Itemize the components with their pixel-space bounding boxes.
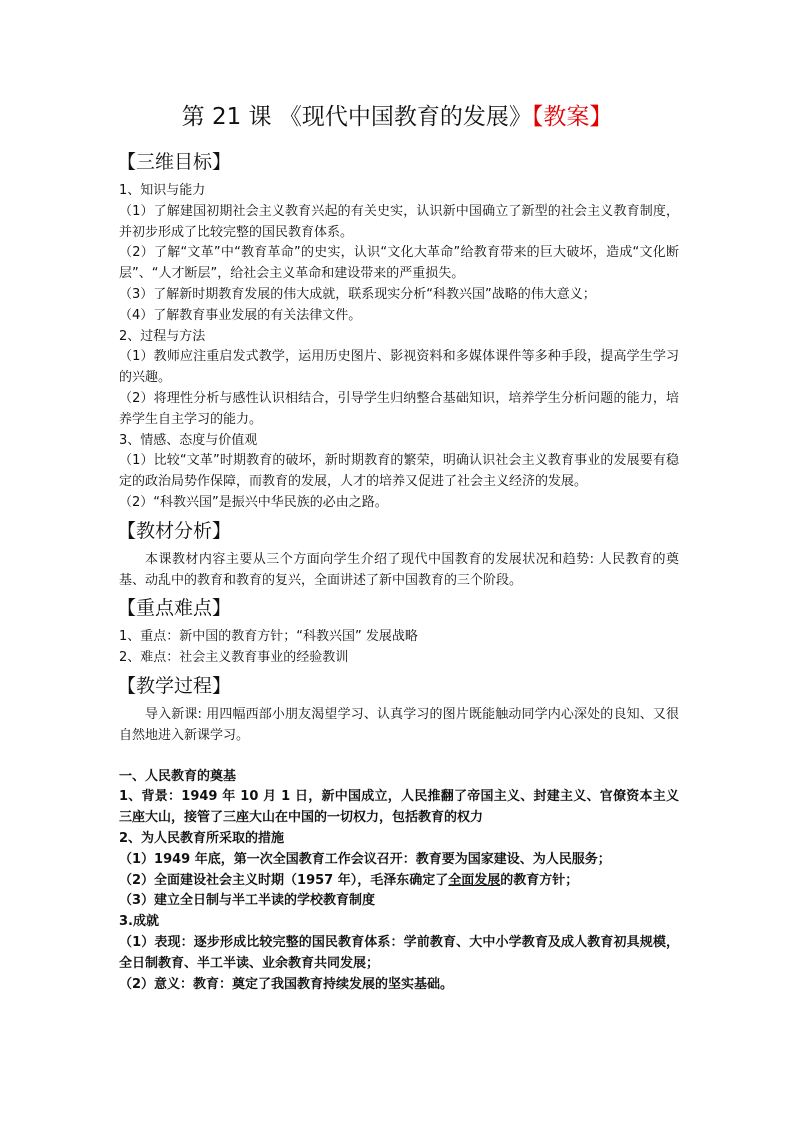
goals-line: 3、情感、态度与价值观 — [119, 432, 258, 448]
spacer — [119, 747, 679, 767]
process-line: 3.成就 — [119, 914, 159, 930]
goals-line: 2、过程与方法 — [119, 328, 206, 344]
heading-goals: 【三维目标】 — [117, 151, 232, 173]
goals-line: （2）了解“文革”中“教育革命”的史实，认识“文化大革命”给教育带来的巨大破坏，造成“文化断层”、“人才断层”，给社会主义革命和建设带来的严重损失。 — [119, 245, 679, 282]
goals-line: （2）将理性分析与感性认识相结合，引导学生归纳整合基础知识，培养学生分析问题的能力，培养学生自主学习的能力。 — [119, 390, 679, 427]
process-text: （2）全面建设社会主义时期（1957 年），毛泽东确定了 — [119, 872, 449, 888]
keypoint-line: 2、难点：社会主义教育事业的经验教训 — [119, 650, 349, 666]
keypoint-line: 1、重点：新中国的教育方针；“科教兴国” 发展战略 — [119, 629, 418, 645]
goals-line: 1、知识与能力 — [119, 183, 206, 198]
goals-line: （1）教师应注重启发式教学，运用历史图片、影视资料和多媒体课件等多种手段，提高学生学习的兴趣。 — [119, 349, 679, 386]
analysis-paragraph: 本课教材内容主要从三个方面向学生介绍了现代中国教育的发展状况和趋势: 人民教育的奠基、动乱中的教育和教育的复兴，全面讲述了新中国教育的三个阶段。 — [119, 551, 679, 588]
title-main: 第 21 课 《现代中国教育的发展》 — [181, 104, 532, 130]
process-line: 1、背景：1949 年 10 月 1 日，新中国成立，人民推翻了帝国主义、封建主义、官僚资本主义三座大山，接管了三座大山在中国的一切权力，包括教育的权力 — [119, 789, 679, 826]
process-line: （1）1949 年底，第一次全国教育工作会议召开：教育要为国家建设、为人民服务； — [119, 851, 611, 867]
heading-process: 【教学过程】 — [117, 674, 232, 697]
heading-analysis: 【教材分析】 — [117, 519, 232, 542]
heading-keypoints: 【重点难点】 — [117, 597, 232, 620]
process-line: （2）意义：教育：奠定了我国教育持续发展的坚实基础。 — [119, 976, 454, 992]
goals-line: （1）比较“文革”时期教育的破坏，新时期教育的繁荣，明确认识社会主义教育事业的发展要有稳定的政治局势作保障，而教育的发展，人才的培养又促进了社会主义经济的发展。 — [119, 453, 679, 490]
document-body — [119, 145, 679, 995]
process-line: 一、人民教育的奠基 — [119, 768, 237, 784]
goals-line: （4）了解教育事业发展的有关法律文件。 — [119, 307, 362, 323]
process-line: （3）建立全日制与半工半读的学校教育制度 — [119, 893, 376, 909]
goals-line: （2）“科教兴国”是振兴中华民族的必由之路。 — [119, 494, 388, 510]
title-tag: 【教案】 — [531, 104, 613, 130]
process-line — [119, 871, 679, 892]
document-title — [0, 101, 794, 133]
process-line: 2、为人民教育所采取的措施 — [119, 830, 285, 846]
process-intro: 导入新课: 用四幅西部小朋友渴望学习、认真学习的图片既能触动同学内心深处的良知、又很自然地进入新课学习。 — [119, 706, 679, 743]
process-text: 的教育方针； — [500, 872, 579, 888]
process-line: （1）表现：逐步形成比较完整的国民教育体系：学前教育、大中小学教育及成人教育初具规模，全日制教育、半工半读、业余教育共同发展； — [119, 934, 679, 971]
goals-line: （1）了解建国初期社会主义教育兴起的有关史实，认识新中国确立了新型的社会主义教育制度，并初步形成了比较完整的国民教育体系。 — [119, 203, 679, 240]
underlined-term: 全面发展 — [448, 872, 501, 888]
goals-line: （3）了解新时期教育发展的伟大成就，联系现实分析“科教兴国”战略的伟大意义； — [119, 286, 596, 302]
